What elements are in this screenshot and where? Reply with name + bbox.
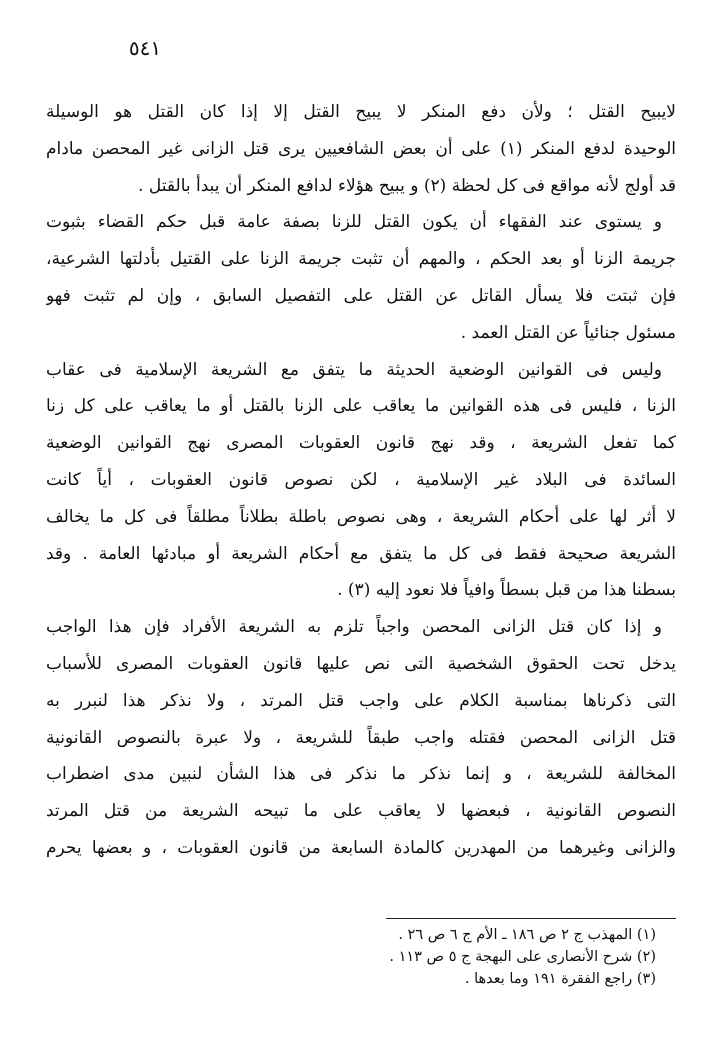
footnote-3: (٣) راجع الفقرة ١٩١ وما بعدها . <box>464 971 656 987</box>
text-line: الشريعة صحيحة فقط فى كل ما يتفق مع أحكام الشريعة أو مبادئها العامة . وقد <box>46 543 676 564</box>
footnotes <box>236 924 656 990</box>
text-line: والزانى وغيرهما من المهدرين كالمادة السابعة من قانون العقوبات ، و بعضها يحرم <box>46 837 676 858</box>
text-line: يدخل تحت الحقوق الشخصية التى نص عليها قانون العقوبات المصرى للأسباب <box>46 653 676 674</box>
text-line: فإن ثبتت فلا يسأل القاتل عن القتل على التفصيل السابق ، وإن لم تثبت فهو <box>46 285 676 306</box>
text-line: لا أثر لها على أحكام الشريعة ، وهى نصوص باطلة بطلاناً مطلقاً فى كل ما يخالف <box>46 506 676 527</box>
text-line: الوحيدة لدفع المنكر (١) على أن بعض الشافعيين يرى قتل الزانى غير المحصن مادام <box>46 138 676 159</box>
paragraph-1 <box>46 94 676 204</box>
text-line: وليس فى القوانين الوضعية الحديثة ما يتفق مع الشريعة الإسلامية فى عقاب <box>46 359 662 380</box>
text-line: النصوص القانونية ، فبعضها لا يعاقب على ما تبيحه الشريعة من قتل المرتد <box>46 801 676 822</box>
paragraph-2 <box>46 204 676 351</box>
paragraph-4 <box>46 609 676 867</box>
text-line: قتل الزانى المحصن فقتله واجب طبقاً للشريعة ، ولا عبرة بالنصوص القانونية <box>46 727 676 748</box>
text-line: و إذا كان قتل الزانى المحصن واجباً تلزم به الشريعة الأفراد فإن هذا الواجب <box>46 617 662 638</box>
text-line: الزنا ، فليس فى هذه القوانين ما يعاقب على الزنا بالقتل أو ما يعاقب على كل زنا <box>46 396 676 417</box>
text-line: جريمة الزنا أو بعد الحكم ، والمهم أن تثبت جريمة الزنا على القتيل بأدلتها الشرعية، <box>46 249 676 270</box>
text-line: و يستوى عند الفقهاء أن يكون القتل للزنا بصفة عامة قبل حكم القضاء بثبوت <box>46 212 662 233</box>
text-line: التى ذكرناها بمناسبة الكلام على واجب قتل المرتد ، ولا نذكر هذا لنبرر به <box>46 690 676 711</box>
footnote-1: (١) المهذب ج ٢ ص ١٨٦ ـ الأم ج ٦ ص ٢٦ . <box>398 927 656 943</box>
page-number: ٥٤١ <box>128 36 162 60</box>
text-line: قد أولج لأنه مواقع فى كل لحظة (٢) و يبيح هؤلاء لدافع المنكر أن يبدأ بالقتل . <box>138 175 676 196</box>
footnote-divider <box>386 918 676 919</box>
text-line: لايبيح القتل ؛ ولأن دفع المنكر لا يبيح القتل إلا إذا كان القتل هو الوسيلة <box>46 102 676 122</box>
paragraph-3 <box>46 352 676 610</box>
text-line: بسطنا هذا من قبل بسطاً وافياً فلا نعود إليه (٣) . <box>337 580 676 601</box>
body-text <box>46 94 676 867</box>
text-line: المخالفة للشريعة ، و إنما نذكر ما نذكر فى هذا الشأن لنبين مدى اضطراب <box>46 764 676 785</box>
text-line: مسئول جنائياً عن القتل العمد . <box>460 322 676 343</box>
text-line: السائدة فى البلاد غير الإسلامية ، لكن نصوص قانون العقوبات ، أياً كانت <box>46 469 676 490</box>
text-line: كما تفعل الشريعة ، وقد نهج قانون العقوبات المصرى نهج القوانين الوضعية <box>46 433 676 454</box>
footnote-2: (٢) شرح الأنصارى على البهجة ج ٥ ص ١١٣ . <box>389 949 656 965</box>
